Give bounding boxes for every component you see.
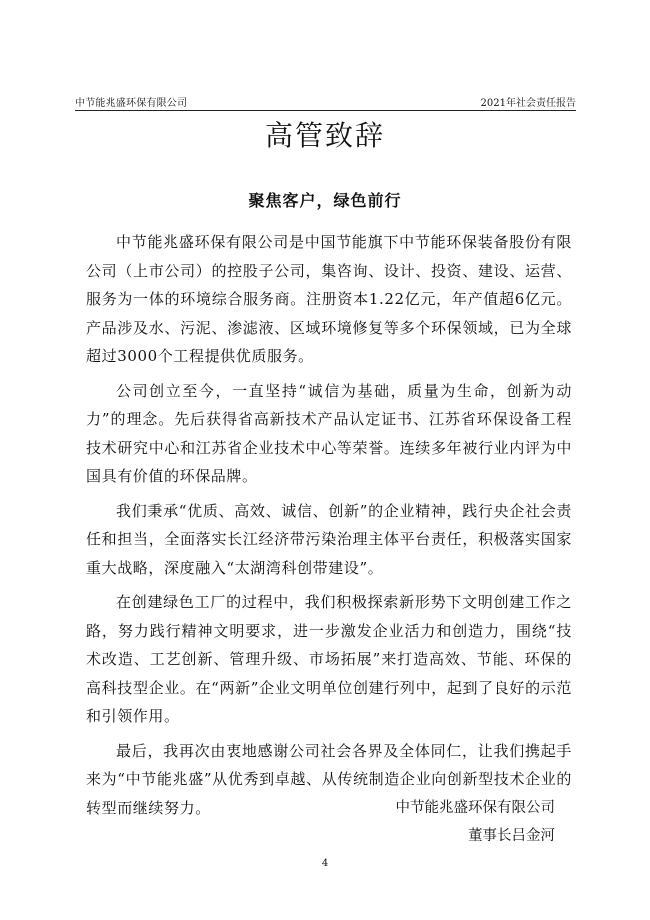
page-subtitle: 聚焦客户，绿色前行 [248,191,402,210]
paragraph-green-factory: 在创建绿色工厂的过程中，我们积极探索新形势下文明创建工作之路，努力践行精神文明要求，进一步激发企业活力和创造力，围绕“技术改造、工艺创新、管理升级、市场拓展”来打造高效、节能、环保的高科技型企业。在“两新”企业文明单位创建行列中，起到了良好的示范和引领作用。 [86,593,572,725]
signature-block [396,794,556,850]
header-company-name: 中节能兆盛环保有限公司 [75,98,188,109]
paragraph-company-intro: 中节能兆盛环保有限公司是中国节能旗下中节能环保装备股份有限公司（上市公司）的控股子公司，集咨询、设计、投资、建设、运营、服务为一体的环境综合服务商。注册资本1.22亿元，年产值超6亿元。产品涉及水、污泥、渗滤液、区域环境修复等多个环保领域，已为全球超过3000个工程提供优质服务。 [86,233,572,365]
paragraph-closing: 最后，我再次由衷地感谢公司社会各界及全体同仁，让我们携起手来为“中节能兆盛”从优秀到卓越、从传统制造企业向创新型技术企业的转型而继续努力。 [86,741,572,817]
letter-body [86,228,572,828]
page-title: 高管致辞 [264,119,385,152]
paragraph-philosophy: 公司创立至今，一直坚持“诚信为基础，质量为生命，创新为动力”的理念。先后获得省高新技术产品认定证书、江苏省环保设备工程技术研究中心和江苏省企业技术中心等荣誉。连续多年被行业内评为中国具有价值的环保品牌。 [86,381,572,485]
signature-company: 中节能兆盛环保有限公司 [395,800,555,816]
paragraph-enterprise-spirit: 我们秉承“优质、高效、诚信、创新”的企业精神，践行央企社会责任和担当，全面落实长江经济带污染治理主体平台责任，积极落实国家重大战略，深度融入“太湖湾科创带建设”。 [86,501,572,577]
header-report-title: 2021年社会责任报告 [480,98,576,109]
page-number: 4 [321,858,329,869]
header-divider [75,110,576,111]
signature-person: 董事长吕金河 [468,828,555,844]
